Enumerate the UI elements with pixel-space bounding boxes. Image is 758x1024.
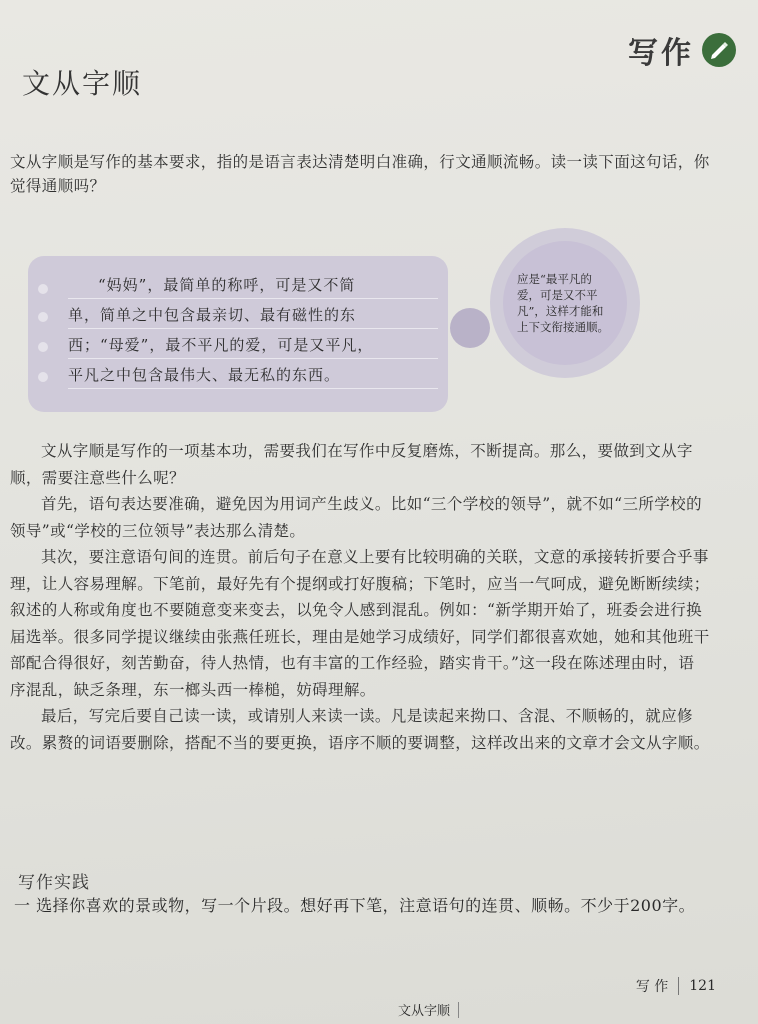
page-header: [628, 28, 736, 72]
practice-heading: 写作实践: [18, 873, 90, 893]
body-text: [10, 438, 710, 756]
bubble-connector: [450, 308, 490, 348]
quote-line: 单，简单之中包含最亲切、最有磁性的东: [68, 304, 438, 329]
footer-section-label: 写 作: [635, 979, 669, 995]
body-paragraph: 其次，要注意语句间的连贯。前后句子在意义上要有比较明确的关联，文意的承接转折要合乎事理，让人容易理解。下笔前，最好先有个提纲或打好腹稿；下笔时，应当一气呵成，避免断断续续；叙述的人称或角度也不要随意变来变去，以免令人感到混乱。例如：“新学期开始了，班委会进行换届选举。很多同学提议继续由张燕任班长，理由是她学习成绩好，同学们都很喜欢她，她和其他班干部配合得很好，刻苦勤奋，待人热情，也有丰富的工作经验，踏实肯干。”这一段在陈述理由时，语序混乱，缺乏条理，东一榔头西一棒槌，妨碍理解。: [10, 548, 710, 699]
unit-label: 文从字顺: [398, 1004, 451, 1019]
intro-paragraph: 文从字顺是写作的基本要求，指的是语言表达清楚明白准确，行文通顺流畅。读一读下面这句话，你觉得通顺吗？: [10, 153, 710, 195]
unit-footer: [398, 1000, 459, 1019]
example-quote-box: [28, 256, 448, 412]
quote-line: 西；“母爱”，最不平凡的爱，可是又平凡，: [68, 334, 438, 359]
body-paragraph: 首先，语句表达要准确，避免因为用词产生歧义。比如“三个学校的领导”，就不如“三所学校的领导”或“学校的三位领导”表达那么清楚。: [10, 495, 702, 540]
practice-exercise: 一 选择你喜欢的景或物，写一个片段。想好再下笔，注意语句的连贯、顺畅。不少于200字。: [14, 896, 696, 915]
pen-icon: [702, 33, 736, 67]
bullet-dot-icon: [38, 284, 48, 294]
quote-line: 平凡之中包含最伟大、最无私的东西。: [68, 364, 438, 389]
body-paragraph: 文从字顺是写作的一项基本功，需要我们在写作中反复磨炼，不断提高。那么，要做到文从字顺，需要注意些什么呢？: [10, 442, 693, 487]
page-title: 文从字顺: [22, 67, 143, 100]
annotation-text: 应是“最平凡的爱，可是又不平凡”，这样才能和上下文衔接通顺。: [517, 272, 609, 334]
annotation-bubble: [503, 241, 627, 365]
body-paragraph: 最后，写完后要自己读一读，或请别人来读一读。凡是读起来拗口、含混、不顺畅的，就应修改。累赘的词语要删除，搭配不当的要更换，语序不顺的要调整，这样改出来的文章才会文从字顺。: [10, 707, 710, 752]
section-tag: 写作: [628, 36, 694, 71]
page-footer: [636, 976, 716, 996]
quote-line: “妈妈”，最简单的称呼，可是又不简: [68, 274, 438, 299]
page-number: 121: [689, 978, 716, 994]
bullet-dot-icon: [38, 312, 48, 322]
bullet-dot-icon: [38, 372, 48, 382]
footer-divider: [458, 1002, 459, 1018]
footer-divider: [678, 977, 679, 995]
bullet-dot-icon: [38, 342, 48, 352]
